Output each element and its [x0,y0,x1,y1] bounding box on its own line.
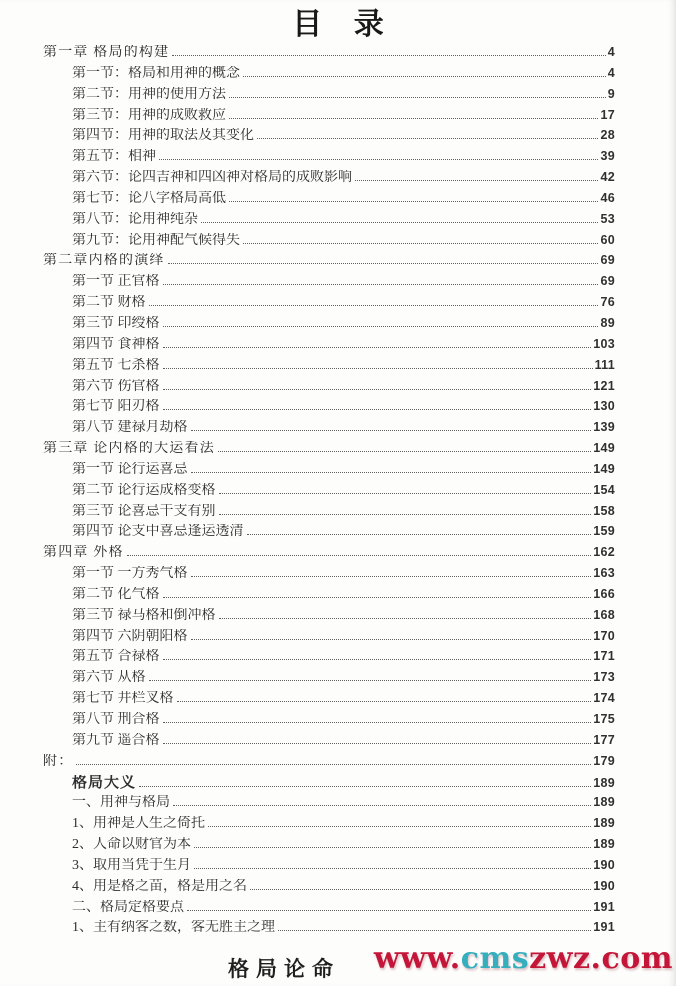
toc-leader-dots [163,722,592,723]
toc-leader-dots [243,243,598,244]
toc-entry-label: 第三章 论内格的大运看法 [43,441,215,457]
toc-leader-dots [201,222,598,223]
toc-leader-dots [172,55,605,56]
toc-page-number: 46 [600,190,615,205]
toc-entry-label: 第六节：论四吉神和四凶神对格局的成败影响 [72,170,352,186]
toc-leader-dots [159,159,598,160]
toc-row [43,900,615,921]
toc-entry-label: 第九节：论用神配气候得失 [72,232,240,248]
toc-entry-label: 第七节 井栏叉格 [72,691,174,707]
toc-row [43,128,615,149]
toc-leader-dots [76,764,591,765]
toc-page-number: 89 [600,315,615,330]
toc-leader-dots [229,97,606,98]
toc-leader-dots [163,368,593,369]
toc-entry-label: 第六节 伤官格 [72,378,160,394]
toc-leader-dots [194,868,591,869]
footer-title: 格局论命 [228,956,340,981]
toc-entry-label: 第二章内格的演绎 [43,253,165,269]
toc-entry-label: 第三节 印绶格 [72,315,160,331]
toc-leader-dots [218,451,591,452]
toc-page-number: 189 [593,837,615,852]
toc-row [43,649,615,670]
toc-row [43,733,615,754]
toc-entry-label: 1、主有纳客之数，客无胜主之理 [72,920,275,936]
toc-page-number: 149 [593,441,615,456]
toc-list [0,43,676,941]
toc-entry-label: 附： [43,753,74,769]
watermark-prefix: www. [373,941,461,976]
toc-page-number: 190 [593,878,615,893]
toc-entry-label: 第一节 正官格 [72,274,160,290]
toc-row [43,233,615,254]
toc-entry-label: 第三节 论喜忌干支有别 [72,503,216,519]
toc-page-number: 173 [593,670,615,685]
toc-leader-dots [250,889,591,890]
toc-entry-label: 第一节：格局和用神的概念 [72,65,240,81]
toc-entry-label: 第五节 七杀格 [72,357,160,373]
toc-leader-dots [191,639,592,640]
watermark-highlight: cms [460,941,530,976]
toc-page-number: 139 [593,420,615,435]
toc-row [43,670,615,691]
toc-entry-label: 二、格局定格要点 [72,899,184,915]
toc-entry-label: 第七节 阳刃格 [72,399,160,415]
toc-page-number: 163 [593,566,615,581]
toc-page-number: 60 [600,232,615,247]
toc-leader-dots [168,263,599,264]
toc-page-number: 179 [593,753,615,768]
toc-row [43,566,615,587]
toc-entry-label: 第三节：用神的成败救应 [72,107,226,123]
toc-entry-label: 第二节 财格 [72,295,146,311]
toc-leader-dots [355,180,598,181]
toc-entry-label: 4、用是格之苗，格是用之名 [72,878,247,894]
toc-leader-dots [177,701,592,702]
toc-leader-dots [219,618,592,619]
toc-row [43,441,615,462]
toc-leader-dots [163,284,599,285]
toc-page-number: 111 [594,357,615,372]
toc-entry-label: 第七节：论八字格局高低 [72,190,226,206]
toc-page-number: 162 [593,545,615,560]
page-title: 目 录 [292,8,396,41]
site-watermark [374,941,673,976]
toc-leader-dots [191,472,592,473]
toc-row [43,462,615,483]
toc-row [43,399,615,420]
toc-page-number: 42 [600,170,615,185]
toc-entry-label: 第五节 合禄格 [72,649,160,665]
toc-entry-label: 第一章 格局的构建 [43,45,170,60]
toc-row [43,920,615,941]
toc-leader-dots [278,930,591,931]
toc-row [43,754,615,775]
toc-page-number: 189 [593,775,615,790]
toc-leader-dots [127,555,592,556]
toc-entry-label: 第四节：用神的取法及其变化 [72,128,254,144]
toc-page-number: 9 [607,86,615,101]
toc-leader-dots [257,138,598,139]
toc-leader-dots [229,118,598,119]
toc-row [43,712,615,733]
toc-page-number: 174 [593,691,615,706]
toc-row [43,629,615,650]
toc-leader-dots [229,201,598,202]
toc-page-number: 121 [593,378,615,393]
toc-page-number: 69 [600,253,615,268]
toc-leader-dots [173,805,591,806]
toc-leader-dots [191,430,592,431]
toc-page-number: 189 [593,816,615,831]
toc-row [43,587,615,608]
toc-row [43,545,615,566]
toc-row [43,316,615,337]
toc-page-number: 39 [600,149,615,164]
toc-row [43,420,615,441]
toc-row [43,837,615,858]
toc-page-number: 166 [593,586,615,601]
toc-row [43,504,615,525]
toc-page-number: 130 [593,399,615,414]
toc-entry-label: 第六节 从格 [72,670,146,686]
toc-leader-dots [163,389,592,390]
toc-leader-dots [194,847,591,848]
toc-row [43,608,615,629]
toc-page-number: 17 [600,107,615,122]
toc-row [43,149,615,170]
toc-entry-label: 3、取用当凭于生月 [72,857,191,873]
toc-entry-label: 第二节：用神的使用方法 [72,86,226,102]
toc-entry-label: 第四节 六阴朝阳格 [72,628,188,644]
toc-page-number: 190 [593,857,615,872]
toc-leader-dots [163,659,592,660]
toc-row [43,191,615,212]
toc-entry-label: 格局大义 [72,774,137,791]
toc-leader-dots [219,514,592,515]
toc-row [43,879,615,900]
toc-page-number: 149 [593,461,615,476]
toc-leader-dots [163,743,592,744]
toc-row [43,858,615,879]
toc-leader-dots [219,493,592,494]
toc-leader-dots [208,826,591,827]
toc-page-number: 170 [593,628,615,643]
toc-page-number: 191 [593,899,615,914]
toc-entry-label: 1、用神是人生之倚托 [72,816,205,832]
toc-row [43,337,615,358]
toc-entry-label: 第一节 一方秀气格 [72,566,188,582]
toc-entry-label: 第二节 论行运成格变格 [72,482,216,498]
toc-page-number: 4 [607,45,615,59]
toc-page-number: 154 [593,482,615,497]
toc-leader-dots [163,347,592,348]
toc-page-number: 175 [593,712,615,726]
toc-row [43,775,615,796]
toc-entry-label: 第五节：相神 [72,149,156,165]
toc-page-number: 158 [593,503,615,518]
toc-row [43,66,615,87]
toc-row [43,358,615,379]
toc-entry-label: 第四节 论支中喜忌逢运透清 [72,524,244,540]
toc-leader-dots [191,576,592,577]
toc-row [43,795,615,816]
toc-page-number: 168 [593,607,615,622]
toc-row [43,691,615,712]
watermark-suffix: zwz.com [529,941,673,976]
toc-page-number: 189 [593,795,615,810]
toc-entry-label: 第二节 化气格 [72,586,160,602]
toc-row [43,483,615,504]
toc-row [43,524,615,545]
toc-leader-dots [163,597,592,598]
toc-entry-label: 第三节 禄马格和倒冲格 [72,607,216,623]
toc-page-number: 177 [593,732,615,747]
toc-leader-dots [149,305,599,306]
toc-entry-label: 第九节 遥合格 [72,732,160,748]
toc-entry-label: 第八节 建禄月劫格 [72,420,188,436]
toc-leader-dots [187,910,591,911]
toc-row [43,379,615,400]
toc-row [43,253,615,274]
toc-page-number: 28 [600,128,615,143]
toc-entry-label: 第四章 外格 [43,545,124,561]
toc-entry-label: 2、人命以财官为本 [72,837,191,853]
toc-page-number: 53 [600,211,615,226]
toc-page-number: 191 [593,920,615,935]
toc-row [43,87,615,108]
toc-row [43,816,615,837]
toc-page-number: 76 [600,295,615,310]
toc-row [43,45,615,66]
toc-page-number: 159 [593,524,615,539]
toc-entry-label: 一、用神与格局 [72,795,170,811]
toc-entry-label: 第八节 刑合格 [72,712,160,727]
toc-entry-label: 第四节 食神格 [72,336,160,352]
toc-page-number: 69 [600,274,615,289]
toc-page-number: 103 [593,336,615,351]
toc-page-number: 171 [593,649,615,664]
toc-row [43,108,615,129]
toc-leader-dots [139,786,591,787]
toc-row [43,274,615,295]
toc-leader-dots [243,76,606,77]
toc-row [43,295,615,316]
toc-row [43,170,615,191]
toc-leader-dots [149,680,592,681]
toc-row [43,212,615,233]
toc-entry-label: 第八节：论用神纯杂 [72,211,198,227]
toc-leader-dots [163,326,599,327]
toc-entry-label: 第一节 论行运喜忌 [72,461,188,477]
toc-page-number: 4 [607,65,615,80]
toc-leader-dots [247,534,592,535]
toc-leader-dots [163,409,592,410]
